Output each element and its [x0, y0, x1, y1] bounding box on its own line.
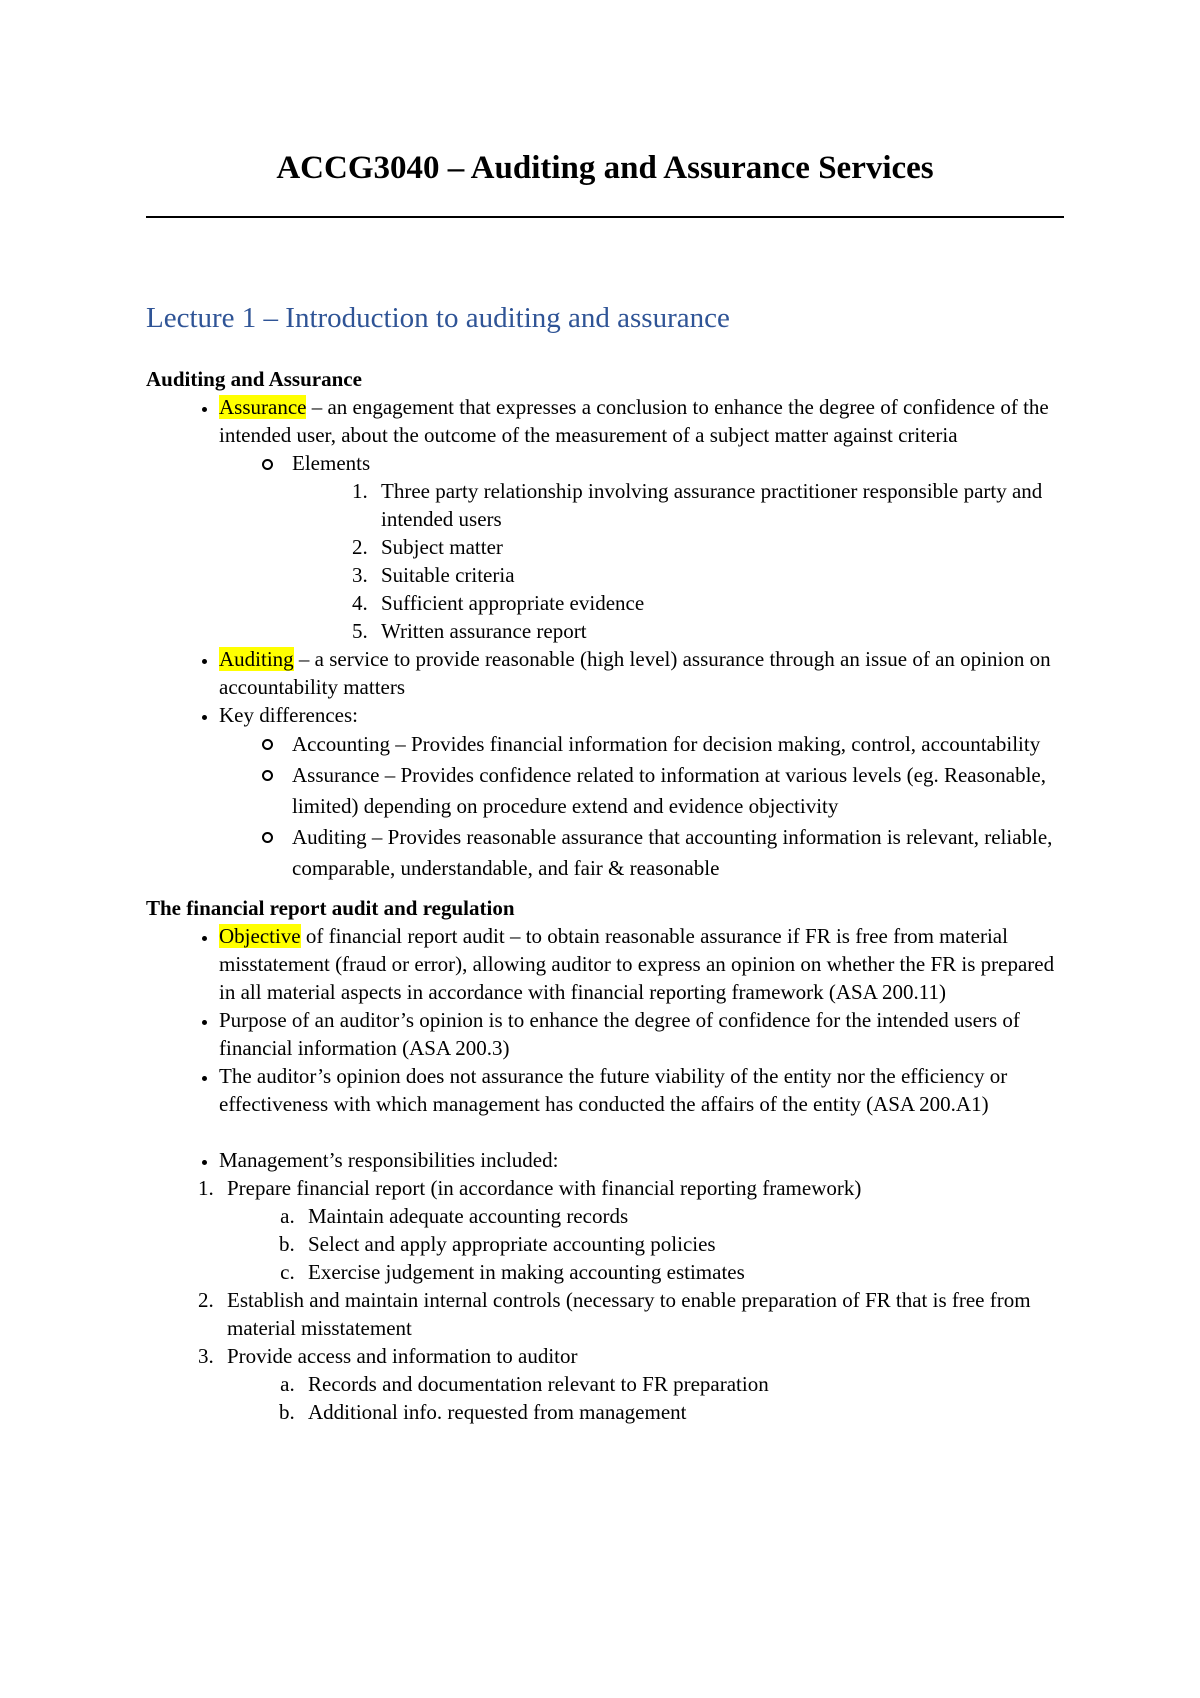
elements-list: [292, 477, 1066, 645]
title-divider: [146, 216, 1064, 218]
list-item: 3. Suitable criteria: [373, 561, 1066, 589]
list-item-objective: [219, 922, 1066, 1006]
document-body: [146, 365, 1066, 1426]
list-item-auditing: [219, 645, 1066, 701]
elements-label: Elements: [292, 451, 371, 475]
sub-list: [227, 1202, 1066, 1286]
bullet-list: [146, 393, 1066, 884]
lecture-heading: Lecture 1 – Introduction to auditing and assurance: [146, 302, 730, 334]
management-label: Management’s responsibilities included:: [219, 1148, 559, 1172]
list-item: b. Select and apply appropriate accounting policies: [300, 1230, 1066, 1258]
bullet-list: [146, 1146, 1066, 1174]
list-item: 5. Written assurance report: [373, 617, 1066, 645]
list-item: [219, 1342, 1066, 1426]
document-title: ACCG3040 – Auditing and Assurance Services: [276, 150, 934, 186]
list-item-key-differences: [219, 701, 1066, 884]
list-item-management-responsibilities: [219, 1146, 1066, 1174]
list-item: a. Maintain adequate accounting records: [300, 1202, 1066, 1230]
list-item: • The auditor’s opinion does not assurance the future viability of the entity nor the efficiency or effectiveness with which management has conducted the affairs of the entity (ASA 200.A1): [219, 1062, 1066, 1118]
highlighted-term: Assurance: [219, 395, 307, 419]
list-item-elements: [292, 449, 1066, 645]
section-heading-financial-report-audit: The financial report audit and regulation: [146, 896, 515, 920]
list-item-text: Establish and maintain internal controls (necessary to enable preparation of FR that is free from material misstatement: [227, 1288, 1031, 1340]
spacer: [146, 1118, 1066, 1146]
list-item-text: Provide access and information to auditor: [227, 1344, 578, 1368]
highlighted-term: Auditing: [219, 647, 294, 671]
list-item: [219, 1286, 1066, 1342]
list-item-assurance: [219, 393, 1066, 645]
bullet-list: [146, 922, 1066, 1118]
definition-text: of financial report audit – to obtain reasonable assurance if FR is free from material misstatement (fraud or error), allowing auditor to express an opinion on whether the FR is prepared in all material aspects in accordance with financial reporting framework (ASA 200.11): [219, 924, 1055, 1004]
list-item: Accounting – Provides financial information for decision making, control, accountability: [292, 729, 1066, 760]
list-item: [219, 1174, 1066, 1286]
list-item: c. Exercise judgement in making accounting estimates: [300, 1258, 1066, 1286]
list-item: 1. Three party relationship involving assurance practitioner responsible party and intended users: [373, 477, 1066, 533]
list-item: a. Records and documentation relevant to FR preparation: [300, 1370, 1066, 1398]
definition-text: – a service to provide reasonable (high level) assurance through an issue of an opinion on accountability matters: [219, 647, 1051, 699]
list-item: b. Additional info. requested from management: [300, 1398, 1066, 1426]
list-item-text: Prepare financial report (in accordance with financial reporting framework): [227, 1176, 862, 1200]
list-item: Auditing – Provides reasonable assurance that accounting information is relevant, reliable, comparable, understandable, and fair & reasonable: [292, 822, 1066, 884]
sub-bullet-list: [219, 729, 1066, 884]
key-differences-label: Key differences:: [219, 703, 358, 727]
definition-text: – an engagement that expresses a conclusion to enhance the degree of confidence of the intended user, about the outcome of the measurement of a subject matter against criteria: [219, 395, 1049, 447]
sub-bullet-list: [219, 449, 1066, 645]
section-heading-auditing-assurance: Auditing and Assurance: [146, 367, 362, 391]
list-item: 4. Sufficient appropriate evidence: [373, 589, 1066, 617]
list-item: Assurance – Provides confidence related to information at various levels (eg. Reasonable, limited) depending on procedure extend and evidence objectivity: [292, 760, 1066, 822]
list-item: • Purpose of an auditor’s opinion is to enhance the degree of confidence for the intended users of financial information (ASA 200.3): [219, 1006, 1066, 1062]
sub-list: [227, 1370, 1066, 1426]
responsibilities-list: [146, 1174, 1066, 1426]
highlighted-term: Objective: [219, 924, 301, 948]
list-item: 2. Subject matter: [373, 533, 1066, 561]
